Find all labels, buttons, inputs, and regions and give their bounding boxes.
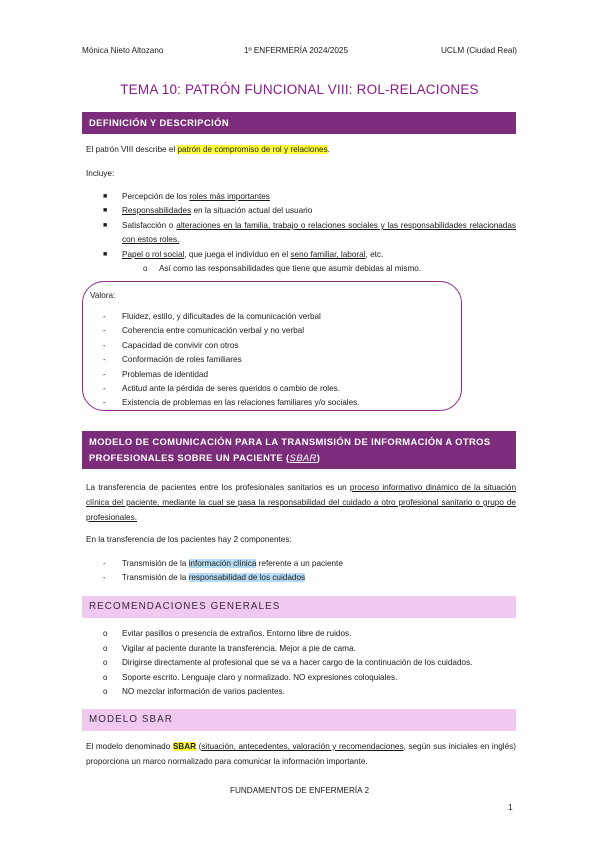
- list-item-text: , que juega el individuo en el: [184, 250, 291, 259]
- recomendacion-item: [103, 627, 516, 641]
- list-item-underlined: Responsabilidades: [122, 206, 192, 215]
- list-item-text: en la situación actual del usuario: [191, 206, 313, 215]
- circle-bullet-icon: o: [103, 629, 108, 638]
- intro-highlight: patrón de compromiso de rol y relaciones: [177, 145, 328, 154]
- intro-prefix: El patrón VIII describe el: [86, 145, 178, 154]
- page-title: TEMA 10: PATRÓN FUNCIONAL VIII: ROL-RELACIONES: [120, 82, 479, 97]
- incluye-label: Incluye:: [86, 169, 115, 178]
- dash-bullet-icon: -: [103, 355, 106, 365]
- list-item-highlight: información clínica: [188, 559, 257, 568]
- valora-item-text: Existencia de problemas en las relaciones familiares y/o sociales.: [122, 398, 360, 408]
- valora-item-text: Conformación de roles familiares: [122, 355, 242, 365]
- valora-item-text: Coherencia entre comunicación verbal y no verbal: [122, 326, 305, 336]
- dash-bullet-icon: -: [103, 398, 106, 408]
- recomendacion-item: [103, 685, 516, 699]
- recomendacion-item-text: NO mezclar información de varios pacientes.: [122, 687, 285, 697]
- valora-label: Valora:: [90, 291, 116, 300]
- paragraph-text: La transferencia de pacientes entre los profesionales sanitarios es un: [86, 483, 350, 492]
- list-item: [103, 557, 516, 571]
- list-item: [103, 248, 516, 262]
- circle-bullet-icon: o: [103, 658, 108, 668]
- paragraph-text: , según sus iniciales en inglés) proporciona un marco normalizado para comunicar la información importante.: [86, 742, 516, 766]
- list-item-underlined: Papel o rol social: [122, 250, 185, 259]
- dash-bullet-icon: -: [103, 573, 106, 582]
- list-item: [103, 204, 516, 218]
- valora-item-text: Capacidad de convivir con otros: [122, 340, 239, 350]
- dash-bullet-icon: -: [103, 369, 106, 379]
- section-heading-sbar-model: [82, 431, 516, 469]
- circle-bullet-icon: o: [143, 264, 148, 273]
- valora-item: [103, 339, 516, 353]
- square-bullet-icon: ■: [103, 207, 108, 214]
- list-item-underlined: roles más importantes: [189, 192, 270, 201]
- circle-bullet-icon: o: [103, 643, 108, 653]
- valora-item: [103, 368, 516, 382]
- page-footer: FUNDAMENTOS DE ENFERMERÍA 2: [229, 786, 370, 795]
- recomendacion-item-text: Soporte escrito. Lenguaje claro y normalizado. NO expresiones coloquiales.: [122, 672, 398, 682]
- dash-bullet-icon: -: [103, 559, 106, 568]
- valora-item-text: Problemas de identidad: [122, 369, 209, 379]
- transfer-paragraph: [86, 480, 516, 525]
- paragraph-text: (: [196, 742, 202, 751]
- intro-suffix: .: [327, 145, 330, 154]
- heading-line-1: MODELO DE COMUNICACIÓN PARA LA TRANSMISIÓN DE INFORMACIÓN A OTROS: [89, 436, 491, 447]
- dash-bullet-icon: -: [103, 312, 106, 321]
- list-item-text: Transmisión de la: [122, 573, 189, 582]
- page-number: 1: [508, 802, 513, 812]
- list-item: [103, 190, 516, 204]
- square-bullet-icon: ■: [103, 222, 108, 229]
- paragraph-underlined: situación, antecedentes, valoración y recomendaciones: [201, 742, 404, 751]
- circle-bullet-icon: o: [103, 672, 108, 682]
- header-university: UCLM (Ciudad Real): [441, 46, 517, 55]
- page-header: [82, 46, 517, 58]
- recomendacion-item-text: Dirigirse directamente al profesional que se va a hacer cargo de la continuación de los cuidados.: [122, 658, 473, 668]
- recomendacion-item: [103, 671, 516, 685]
- list-item-underlined: alteraciones en la familia, trabajo o relaciones sociales y las responsabilidades relacionadas con estos roles.: [122, 221, 516, 244]
- valora-item: [103, 324, 516, 338]
- dash-bullet-icon: -: [103, 340, 106, 350]
- list-item-text: , etc.: [365, 250, 384, 259]
- list-item-text: referente a un paciente: [256, 559, 343, 568]
- header-author: Mónica Nieto Altozano: [82, 46, 164, 55]
- paragraph-text: El modelo denominado: [86, 742, 173, 751]
- recomendacion-item-text: Evitar pasillos o presencia de extraños. Entorno libre de ruidos.: [122, 629, 352, 638]
- sbar-highlight: SBAR: [172, 742, 197, 751]
- valora-item: [103, 310, 516, 324]
- list-item: [103, 571, 516, 585]
- sub-list-item: [143, 262, 422, 276]
- list-item-highlight: responsabilidad de los cuidados: [188, 573, 306, 582]
- sbar-paragraph: [86, 739, 516, 769]
- components-intro: En la transferencia de los pacientes hay 2 componentes:: [86, 535, 292, 544]
- recomendacion-item: [103, 642, 516, 656]
- section-heading-recomendaciones: RECOMENDACIONES GENERALES: [82, 596, 516, 618]
- section-heading-definicion: DEFINICIÓN Y DESCRIPCIÓN: [82, 112, 516, 134]
- square-bullet-icon: ■: [103, 193, 108, 200]
- list-item-underlined: seno familiar, laboral: [290, 250, 366, 259]
- intro-paragraph: [86, 142, 516, 157]
- list-item-text: Transmisión de la: [122, 559, 189, 568]
- list-item-text: Satisfacción o: [122, 221, 177, 230]
- square-bullet-icon: ■: [103, 251, 108, 258]
- section-heading-modelo-sbar: MODELO SBAR: [82, 709, 516, 731]
- paragraph-underlined: proceso informativo dinámico de la situación clínica del paciente, mediante la cual se pasa la responsabilidad del cuidado a otro profesional sanitario o grupo de profesionales.: [86, 483, 516, 522]
- sub-list-item-text: Así como las responsabilidades que tiene que asumir debidas al mismo.: [159, 264, 422, 273]
- header-course: 1º ENFERMERÍA 2024/2025: [244, 46, 349, 55]
- heading-text: PROFESIONALES SOBRE UN PACIENTE (: [89, 452, 290, 463]
- dash-bullet-icon: -: [103, 326, 106, 336]
- list-item-text: Percepción de los: [122, 192, 190, 201]
- circle-bullet-icon: o: [103, 687, 108, 697]
- heading-sbar: SBAR: [289, 452, 317, 463]
- list-item: [103, 219, 516, 247]
- heading-line-2: [89, 450, 509, 466]
- dash-bullet-icon: -: [103, 384, 106, 393]
- valora-item: [103, 353, 516, 367]
- recomendacion-item-text: Vigilar al paciente durante la transferencia. Mejor a pie de cama.: [122, 643, 356, 653]
- valora-item-text: Fluidez, estilo, y dificultades de la comunicación verbal: [122, 312, 321, 321]
- recomendacion-item: [103, 656, 516, 670]
- valora-item: [103, 382, 516, 396]
- valora-item: [103, 396, 516, 410]
- heading-text: ): [316, 452, 321, 463]
- valora-item-text: Actitud ante la pérdida de seres queridos o cambio de roles.: [122, 384, 341, 393]
